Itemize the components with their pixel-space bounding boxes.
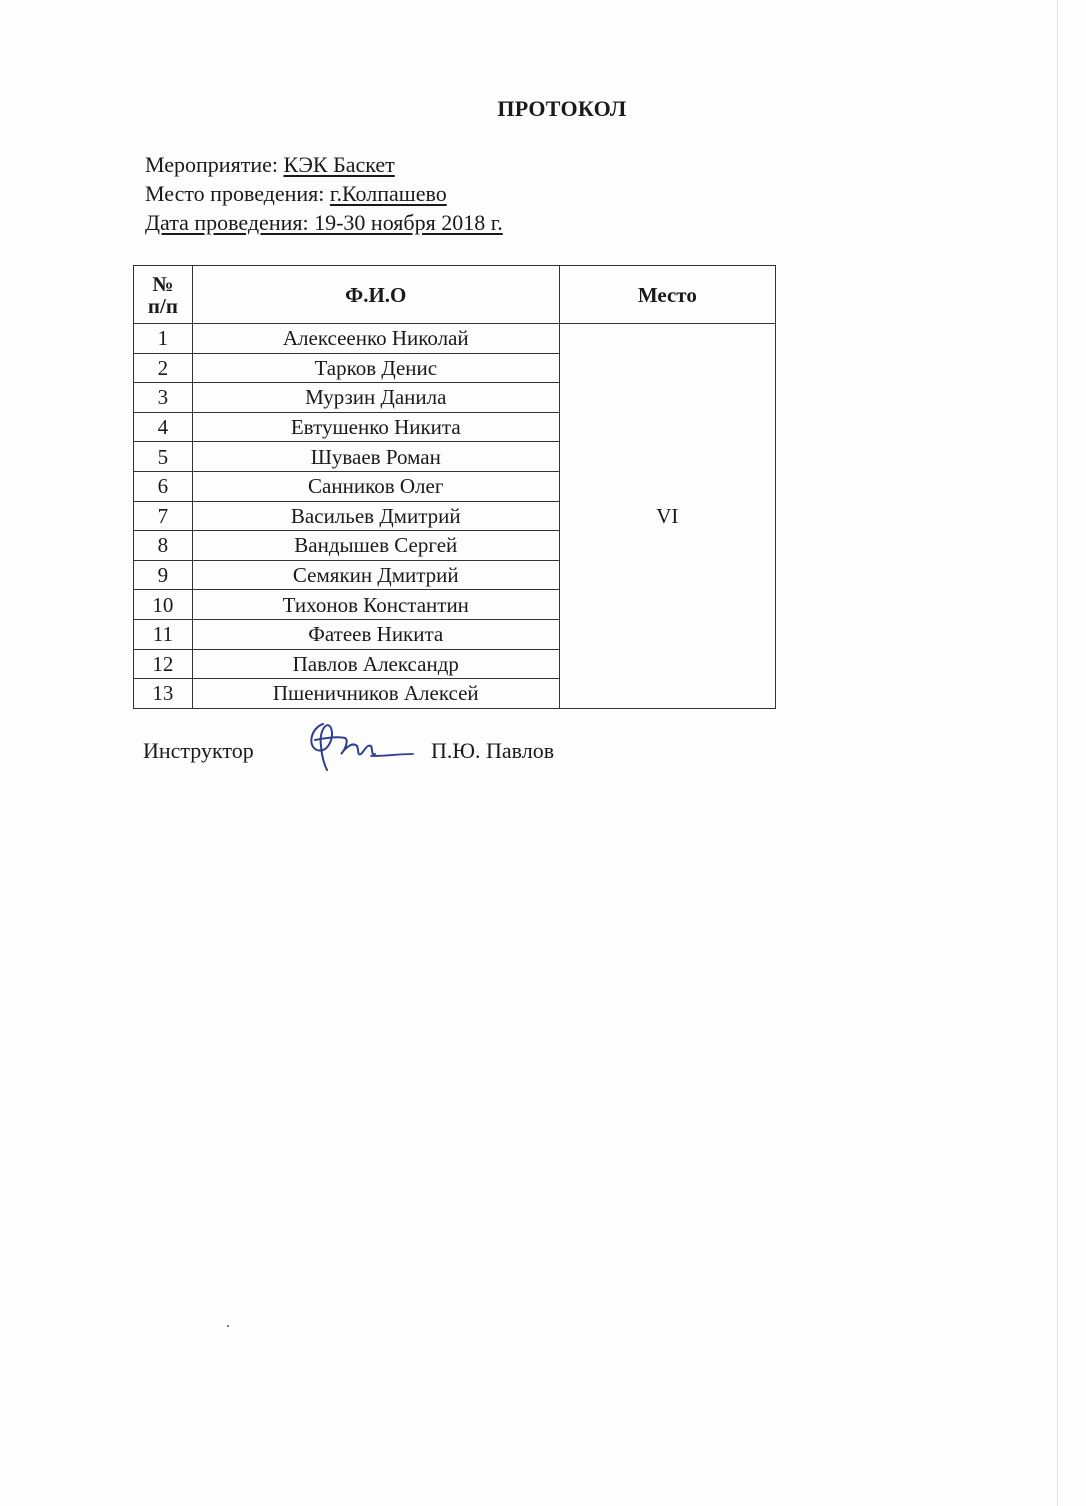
row-number: 9 (134, 560, 193, 590)
row-number: 7 (134, 501, 193, 531)
row-number: 5 (134, 442, 193, 472)
venue-value: г.Колпашево (329, 181, 447, 206)
document-title: ПРОТОКОЛ (497, 96, 627, 121)
scan-speck (227, 1325, 229, 1327)
row-name: Мурзин Данила (192, 383, 559, 413)
row-number: 13 (134, 679, 193, 709)
page-edge (1057, 0, 1058, 1506)
event-line (145, 152, 395, 178)
header-place: Место (559, 266, 775, 324)
row-name: Тихонов Константин (192, 590, 559, 620)
row-number: 12 (134, 649, 193, 679)
row-number: 3 (134, 383, 193, 413)
venue-line (145, 181, 447, 207)
place-cell: VI (559, 324, 775, 709)
row-name: Васильев Дмитрий (192, 501, 559, 531)
row-name: Фатеев Никита (192, 619, 559, 649)
participants-table (133, 265, 776, 709)
row-name: Павлов Александр (192, 649, 559, 679)
row-name: Вандышев Сергей (192, 531, 559, 561)
row-number: 1 (134, 324, 193, 354)
venue-label: Место проведения: (145, 181, 330, 206)
event-label: Мероприятие: (145, 152, 284, 177)
table-body (134, 324, 776, 709)
table-row (134, 324, 776, 354)
row-name: Шуваев Роман (192, 442, 559, 472)
handwritten-signature (301, 716, 416, 774)
event-value: КЭК Баскет (283, 152, 395, 177)
row-name: Алексеенко Николай (192, 324, 559, 354)
row-name: Евтушенко Никита (192, 412, 559, 442)
row-name: Семякин Дмитрий (192, 560, 559, 590)
row-name: Санников Олег (192, 471, 559, 501)
row-number: 4 (134, 412, 193, 442)
row-number: 11 (134, 619, 193, 649)
row-name: Пшеничников Алексей (192, 679, 559, 709)
row-number: 8 (134, 531, 193, 561)
row-number: 6 (134, 471, 193, 501)
signature-label: Инструктор (143, 738, 254, 763)
table-header-row (134, 266, 776, 324)
signature-name: П.Ю. Павлов (431, 738, 555, 763)
row-name: Тарков Денис (192, 353, 559, 383)
row-number: 2 (134, 353, 193, 383)
row-number: 10 (134, 590, 193, 620)
header-name: Ф.И.О (192, 266, 559, 324)
header-number: № п/п (134, 266, 193, 324)
date-line: Дата проведения: 19-30 ноября 2018 г. (145, 210, 503, 235)
